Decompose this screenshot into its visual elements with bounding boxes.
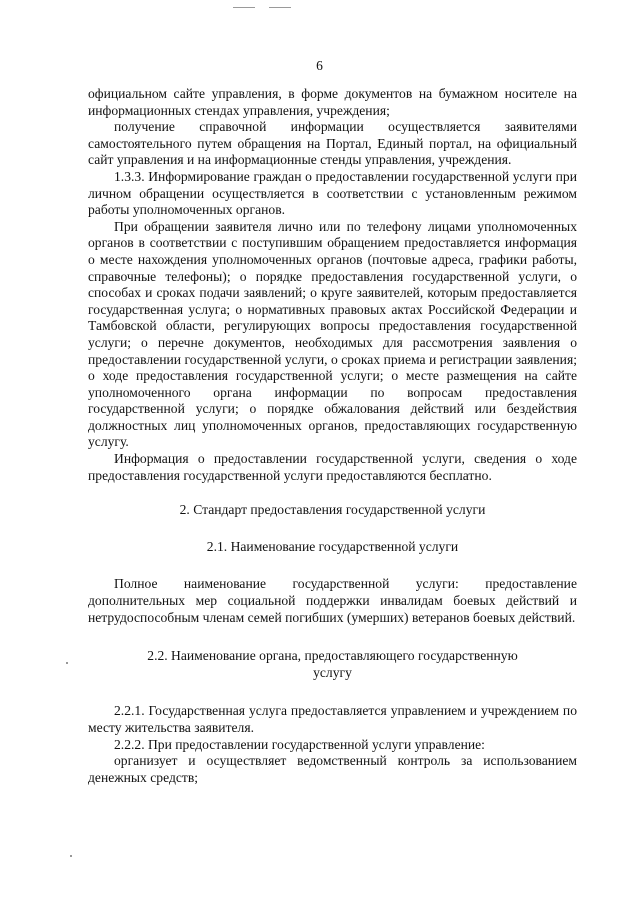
- paragraph-personal-appeal: При обращении заявителя лично или по телефону лицами уполномоченных органов в соответствии с поступившим обращением предоставляется информация о месте нахождения уполномоченных органов (почтовые адреса, графики работы, справочные телефоны); о порядке предоставления государственной услуги, о способах и сроках подачи заявлений; о круге заявителей, которым предоставляется государственная услуга; о нормативных правовых актах Российской Федерации и Тамбовской области, регулирующих вопросы предоставления государственной услуги; о перечне документов, необходимых для рассмотрения заявления о предоставлении государственной услуги, о сроках приема и регистрации заявления; о ходе предоставления государственной услуги; о месте размещения на сайте уполномоченного органа информации по вопросам предоставления государственной услуги; о порядке обжалования действий или бездействия должностных лиц уполномоченных органов, предоставляющих государственную услугу.: [88, 218, 577, 450]
- paragraph-free-of-charge: Информация о предоставлении государственной услуги, сведения о ходе предоставления государственной услуги предоставляются бесплатно.: [88, 451, 577, 483]
- paragraph-2-2-1: 2.2.1. Государственная услуга предоставляется управлением и учреждением по месту жительства заявителя.: [88, 703, 577, 735]
- paragraph-control-funds: организует и осуществляет ведомственный контроль за использованием денежных средств;: [88, 753, 577, 785]
- scan-artifact-marks: [233, 7, 293, 10]
- scan-speck: [70, 855, 72, 857]
- paragraph-reference-info: получение справочной информации осуществляется заявителями самостоятельного путем обращения на Портал, Единый портал, на официальный сайт управления и на информационные стенды управления, учреждения.: [88, 119, 577, 168]
- section-heading-2: 2. Стандарт предоставления государственной услуги: [179, 502, 486, 518]
- section-heading-2-2: [88, 648, 577, 681]
- page-number: 6: [316, 58, 323, 73]
- section-heading-2-2-line2: услугу: [313, 664, 352, 680]
- paragraph-1-3-3: 1.3.3. Информирование граждан о предоставлении государственной услуги при личном обращении осуществляется в соответствии с установленным режимом работы уполномоченных органов.: [88, 168, 577, 218]
- document-body: [88, 86, 577, 786]
- section-heading-2-1: 2.1. Наименование государственной услуги: [206, 538, 459, 554]
- paragraph-2-2-2: 2.2.2. При предоставлении государственной услуги управление:: [114, 736, 485, 752]
- scan-speck: [66, 662, 68, 664]
- section-heading-2-2-line1: 2.2. Наименование органа, предоставляющего государственную: [147, 648, 518, 664]
- paragraph-info-channels: официальном сайте управления, в форме документов на бумажном носителе на информационных стендах управления, учреждения;: [88, 86, 577, 118]
- paragraph-full-service-name: Полное наименование государственной услуги: предоставление дополнительных мер социальной поддержки инвалидам боевых действий и нетрудоспособным членам семей погибших (умерших) ветеранов боевых действий.: [88, 576, 577, 625]
